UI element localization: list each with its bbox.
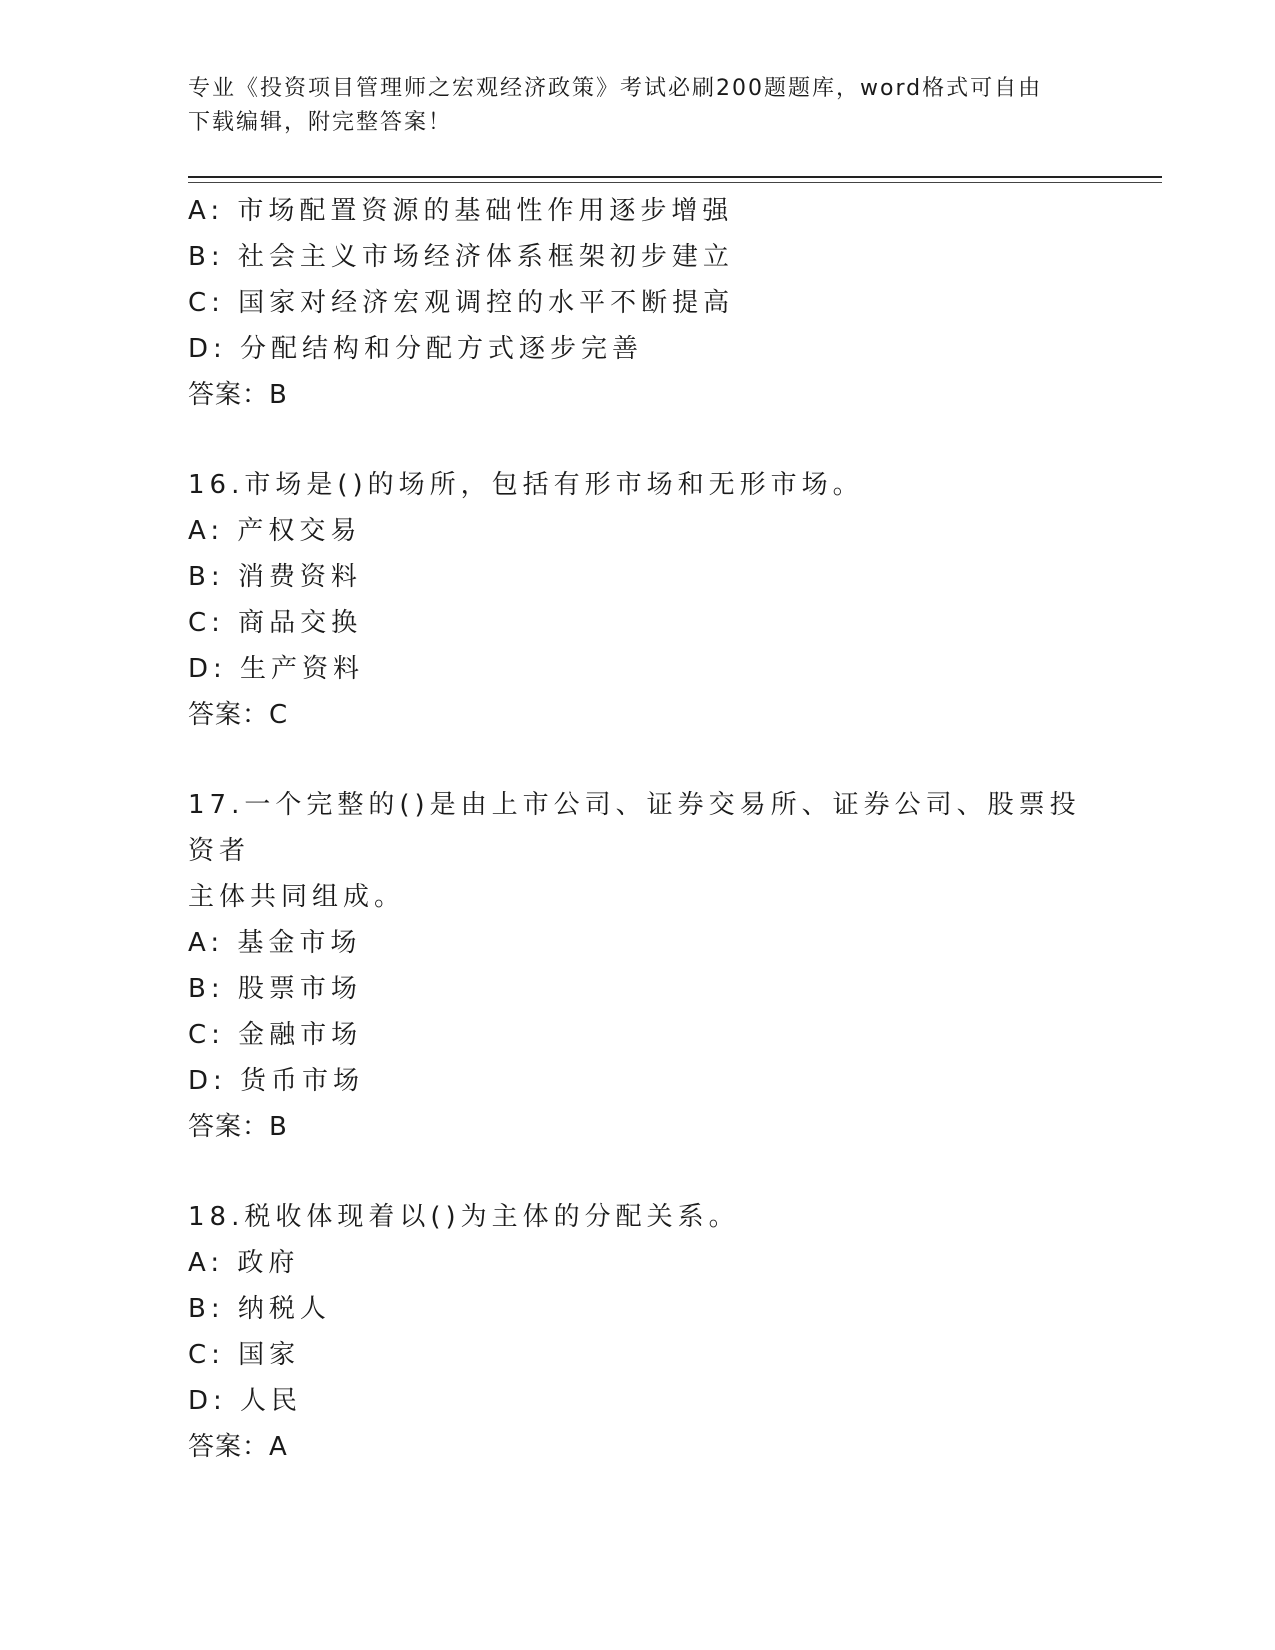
question-block-18 (188, 1194, 1108, 1470)
option-c: C: 国家 (188, 1340, 301, 1370)
question-text-line-1: 17.一个完整的()是由上市公司、证券交易所、证券公司、股票投资者 (188, 790, 1081, 866)
option-d: D: 人民 (188, 1386, 303, 1416)
header-line-2: 下载编辑，附完整答案！ (188, 110, 453, 135)
option-d: D: 分配结构和分配方式逐步完善 (188, 334, 644, 364)
header-line-1: 专业《投资项目管理师之宏观经济政策》考试必刷200题题库，word格式可自由 (188, 76, 1043, 101)
option-d: D: 生产资料 (188, 654, 365, 684)
answer: 答案：B (188, 380, 288, 410)
option-a: A: 产权交易 (188, 516, 362, 546)
question-block-15 (188, 188, 1108, 418)
document-header (188, 72, 1088, 140)
option-a: A: 基金市场 (188, 928, 362, 958)
header-rule-thin (188, 182, 1162, 183)
option-b: B: 社会主义市场经济体系框架初步建立 (188, 242, 734, 272)
header-rule-thick (188, 176, 1162, 178)
option-c: C: 商品交换 (188, 608, 363, 638)
answer: 答案：C (188, 700, 289, 730)
question-text-line-2: 主体共同组成。 (188, 882, 406, 912)
answer: 答案：A (188, 1432, 288, 1462)
option-d: D: 货币市场 (188, 1066, 365, 1096)
question-block-17 (188, 782, 1108, 1150)
option-b: B: 消费资料 (188, 562, 362, 592)
question-list (188, 188, 1108, 1470)
option-c: C: 国家对经济宏观调控的水平不断提高 (188, 288, 735, 318)
question-text: 16.市场是()的场所，包括有形市场和无形市场。 (188, 470, 864, 500)
answer: 答案：B (188, 1112, 288, 1142)
option-b: B: 纳税人 (188, 1294, 331, 1324)
question-block-16 (188, 462, 1108, 738)
option-a: A: 政府 (188, 1248, 300, 1278)
option-b: B: 股票市场 (188, 974, 362, 1004)
option-c: C: 金融市场 (188, 1020, 363, 1050)
question-text: 18.税收体现着以()为主体的分配关系。 (188, 1202, 740, 1232)
option-a: A: 市场配置资源的基础性作用逐步增强 (188, 196, 734, 226)
